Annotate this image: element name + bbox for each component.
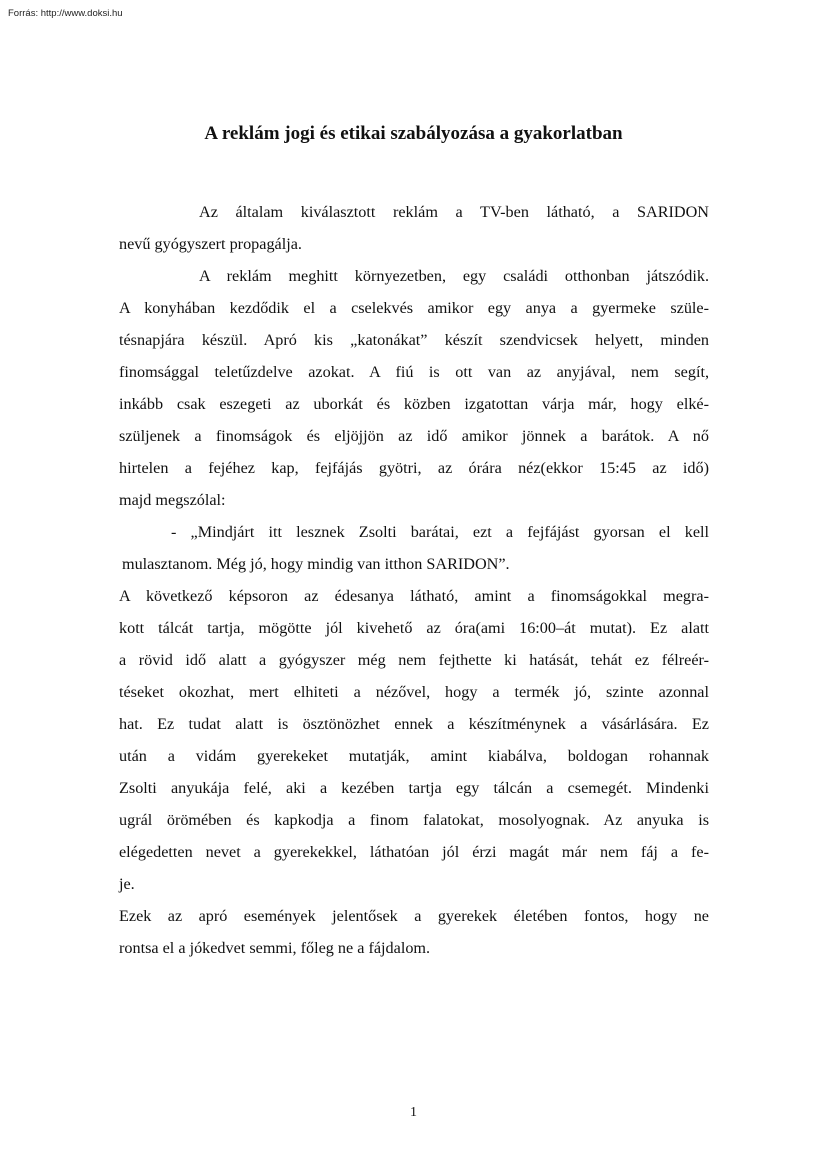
text-line: A konyhában kezdődik el a cselekvés amikor egy anya a gyermeke szüle-	[119, 299, 709, 317]
text-line: tésnapjára készül. Apró kis „katonákat” készít szendvicsek helyett, minden	[119, 331, 709, 349]
text-line: hirtelen a fejéhez kap, fejfájás gyötri, az órára néz(ekkor 15:45 az idő)	[119, 459, 709, 477]
text-line: inkább csak eszegeti az uborkát és közben izgatottan várja már, hogy elké-	[119, 395, 709, 413]
quote-line: mulasztanom. Még jó, hogy mindig van itthon SARIDON”.	[122, 555, 510, 573]
text-line: Az általam kiválasztott reklám a TV-ben látható, a SARIDON	[199, 203, 709, 221]
text-line: majd megszólal:	[119, 491, 226, 509]
text-line: hat. Ez tudat alatt is ösztönözhet ennek a készítménynek a vásárlására. Ez	[119, 715, 709, 733]
text-line: Zsolti anyukája felé, aki a kezében tartja egy tálcán a csemegét. Mindenki	[119, 779, 709, 797]
text-line: ugrál örömében és kapkodja a finom falatokat, mosolyognak. Az anyuka is	[119, 811, 709, 829]
text-line: téseket okozhat, mert elhiteti a nézővel, hogy a termék jó, szinte azonnal	[119, 683, 709, 701]
text-line: rontsa el a jókedvet semmi, főleg ne a fájdalom.	[119, 939, 431, 957]
quote-line: - „Mindjárt itt lesznek Zsolti barátai, ezt a fejfájást gyorsan el kell	[171, 523, 709, 541]
text-line: nevű gyógyszert propagálja.	[119, 235, 302, 253]
page-number: 1	[410, 1105, 417, 1120]
text-line: után a vidám gyerekeket mutatják, amint kiabálva, boldogan rohannak	[119, 747, 709, 765]
text-line: elégedetten nevet a gyerekekkel, láthatóan jól érzi magát már nem fáj a fe-	[119, 843, 709, 861]
text-line: kott tálcát tartja, mögötte jól kivehető az óra(ami 16:00–át mutat). Ez alatt	[119, 619, 709, 637]
text-line: A következő képsoron az édesanya látható, amint a finomságokkal megra-	[119, 587, 709, 605]
text-line: je.	[119, 875, 135, 893]
text-line: A reklám meghitt környezetben, egy családi otthonban játszódik.	[199, 267, 709, 285]
source-label: Forrás: http://www.doksi.hu	[8, 8, 123, 19]
text-line: Ezek az apró események jelentősek a gyerekek életében fontos, hogy ne	[119, 907, 709, 925]
document-title: A reklám jogi és etikai szabályozása a gyakorlatban	[204, 123, 623, 144]
body-text	[119, 196, 709, 964]
text-line: finomsággal teletűzdelve azokat. A fiú is ott van az anyjával, nem segít,	[119, 363, 709, 381]
text-line: szüljenek a finomságok és eljöjjön az idő amikor jönnek a barátok. A nő	[119, 427, 709, 445]
text-line: a rövid idő alatt a gyógyszer még nem fejthette ki hatását, tehát ez félreér-	[119, 651, 709, 669]
